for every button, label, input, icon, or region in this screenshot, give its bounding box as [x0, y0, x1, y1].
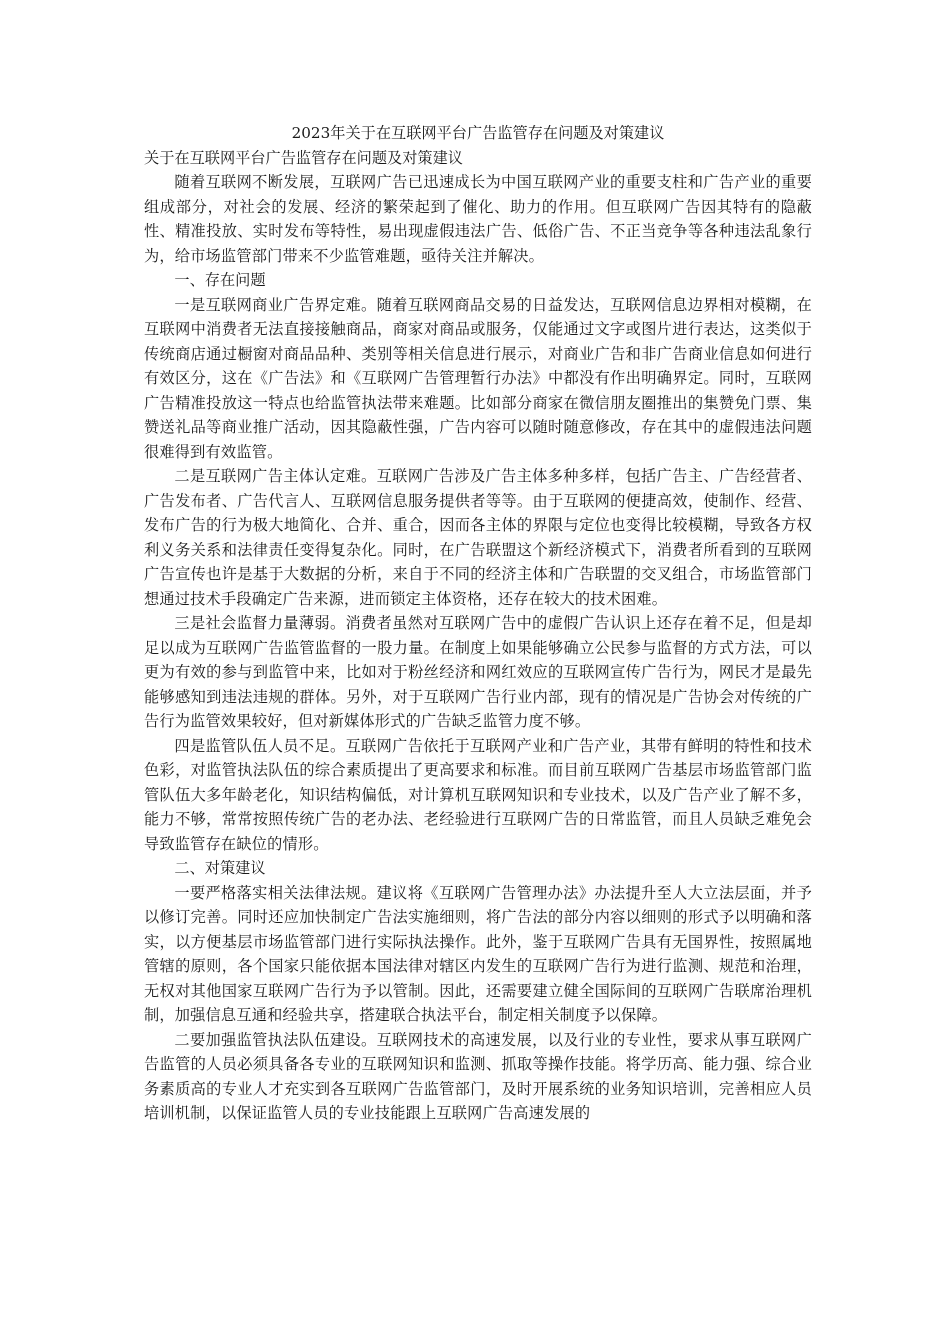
paragraph-problem-2: 二是互联网广告主体认定难。互联网广告涉及广告主体多种多样，包括广告主、广告经营者、广告发布者、广告代言人、互联网信息服务提供者等等。由于互联网的便捷高效，使制作、经营、发布广告的行为极大地简化、合并、重合，因而各主体的界限与定位也变得比较模糊，导致各方权利义务关系和法律责任变得复杂化。同时，在广告联盟这个新经济模式下，消费者所看到的互联网广告宣传也许是基于大数据的分析，来自于不同的经济主体和广告联盟的交叉组合，市场监管部门想通过技术手段确定广告来源，进而锁定主体资格，还存在较大的技术困难。 — [144, 467, 812, 608]
document-title: 2023年关于在互联网平台广告监管存在问题及对策建议 — [291, 124, 665, 142]
paragraph-suggestion-1: 一要严格落实相关法律法规。建议将《互联网广告管理办法》办法提升至人大立法层面，并予以修订完善。同时还应加快制定广告法实施细则，将广告法的部分内容以细则的形式予以明确和落实，以方便基层市场监管部门进行实际执法操作。此外，鉴于互联网广告具有无国界性，按照属地管辖的原则，各个国家只能依据本国法律对辖区内发生的互联网广告行为进行监测、规范和治理，无权对其他国家互联网广告行为予以管制。因此，还需要建立健全国际间的互联网广告联席治理机制，加强信息互通和经验共享，搭建联合执法平台，制定相关制度予以保障。 — [144, 883, 812, 1024]
document-body — [144, 121, 812, 1126]
intro-paragraph: 随着互联网不断发展，互联网广告已迅速成长为中国互联网产业的重要支柱和广告产业的重要组成部分，对社会的发展、经济的繁荣起到了催化、助力的作用。但互联网广告因其特有的隐蔽性、精准投放、实时发布等特性，易出现虚假违法广告、低俗广告、不正当竞争等各种违法乱象行为，给市场监管部门带来不少监管难题，亟待关注并解决。 — [144, 173, 812, 265]
document-subtitle: 关于在互联网平台广告监管存在问题及对策建议 — [144, 148, 463, 167]
section-heading-suggestions: 二、对策建议 — [174, 859, 266, 877]
paragraph-suggestion-2: 二要加强监管执法队伍建设。互联网技术的高速发展，以及行业的专业性，要求从事互联网广告监管的人员必须具备各专业的互联网知识和监测、抓取等操作技能。将学历高、能力强、综合业务素质高的专业人才充实到各互联网广告监管部门，及时开展系统的业务知识培训，完善相应人员培训机制，以保证监管人员的专业技能跟上互联网广告高速发展的 — [144, 1030, 812, 1122]
section-heading-problems: 一、存在问题 — [174, 271, 266, 289]
paragraph-problem-4: 四是监管队伍人员不足。互联网广告依托于互联网产业和广告产业，其带有鲜明的特性和技术色彩，对监管执法队伍的综合素质提出了更高要求和标准。而目前互联网广告基层市场监管部门监管队伍大多年龄老化，知识结构偏低，对计算机互联网知识和专业技术，以及广告产业了解不多，能力不够，常常按照传统广告的老办法、老经验进行互联网广告的日常监管，而且人员缺乏难免会导致监管存在缺位的情形。 — [144, 736, 812, 853]
paragraph-problem-3: 三是社会监督力量薄弱。消费者虽然对互联网广告中的虚假广告认识上还存在着不足，但是却足以成为互联网广告监管监督的一股力量。在制度上如果能够确立公民参与监督的方式方法，可以更为有效的参与到监管中来，比如对于粉丝经济和网红效应的互联网宣传广告行为，网民才是最先能够感知到违法违规的群体。另外，对于互联网广告行业内部，现有的情况是广告协会对传统的广告行为监管效果较好，但对新媒体形式的广告缺乏监管力度不够。 — [144, 614, 812, 730]
paragraph-problem-1: 一是互联网商业广告界定难。随着互联网商品交易的日益发达，互联网信息边界相对模糊，在互联网中消费者无法直接接触商品，商家对商品或服务，仅能通过文字或图片进行表达，这类似于传统商店通过橱窗对商品品种、类别等相关信息进行展示，对商业广告和非广告商业信息如何进行有效区分，这在《广告法》和《互联网广告管理暂行办法》中都没有作出明确界定。同时，互联网广告精准投放这一特点也给监管执法带来难题。比如部分商家在微信朋友圈推出的集赞免门票、集赞送礼品等商业推广活动，因其隐蔽性强，广告内容可以随时随意修改，存在其中的虚假违法问题很难得到有效监管。 — [144, 295, 812, 461]
